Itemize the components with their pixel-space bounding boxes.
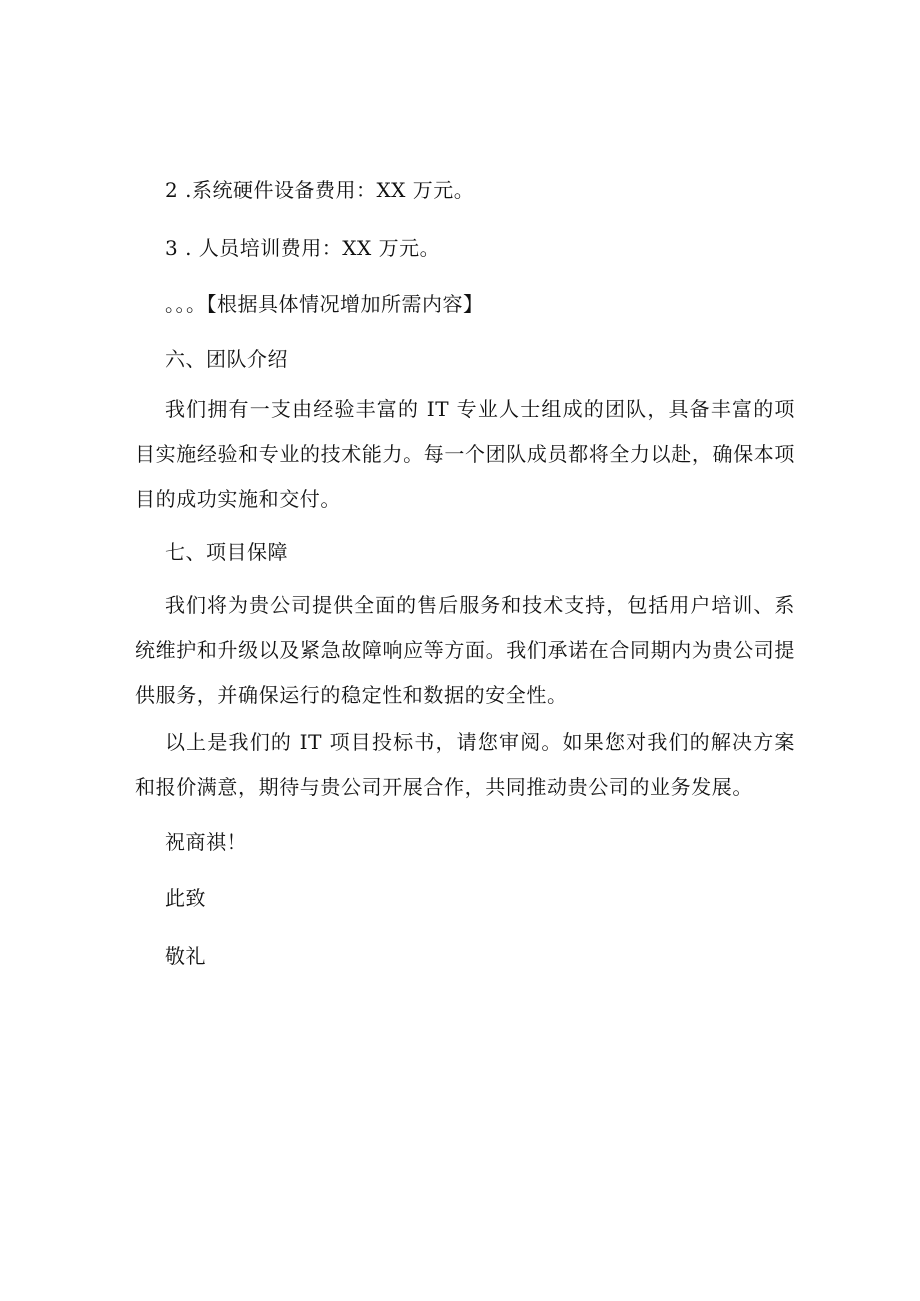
- cost-item-hardware: 2 .系统硬件设备费用：XX 万元。: [165, 178, 475, 202]
- cost-item-training: 3 . 人员培训费用：XX 万元。: [165, 236, 441, 260]
- section-body-team: 我们拥有一支由经验丰富的 IT 专业人士组成的团队，具备丰富的项目实施经验和专业的技术能力。每一个团队成员都将全力以赴，确保本项目的成功实施和交付。: [135, 397, 795, 511]
- cost-item-more: 。。。【根据具体情况增加所需内容】: [165, 292, 484, 316]
- closing-paragraph: 以上是我们的 IT 项目投标书，请您审阅。如果您对我们的解决方案和报价满意，期待与贵公司开展合作，共同推动贵公司的业务发展。: [135, 730, 795, 799]
- section-heading-team: 六、团队介绍: [165, 347, 288, 371]
- section-heading-guarantee: 七、项目保障: [165, 540, 288, 564]
- section-body-guarantee: 我们将为贵公司提供全面的售后服务和技术支持，包括用户培训、系统维护和升级以及紧急故障响应等方面。我们承诺在合同期内为贵公司提供服务，并确保运行的稳定性和数据的安全性。: [135, 593, 795, 707]
- salutation-line-1: 此致: [165, 886, 206, 910]
- salutation-line-2: 敬礼: [165, 944, 206, 968]
- closing-wish: 祝商祺！: [165, 830, 247, 854]
